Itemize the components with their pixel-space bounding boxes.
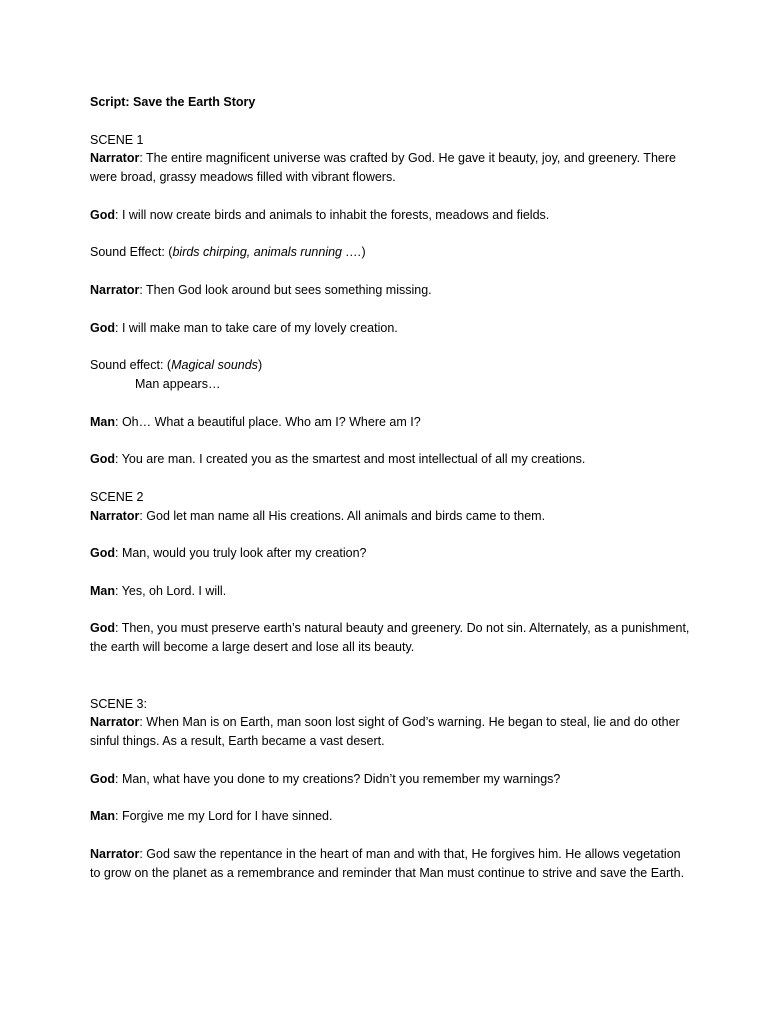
scene-3 xyxy=(90,695,690,883)
dialogue-line xyxy=(90,619,690,657)
dialogue-text: : Oh… What a beautiful place. Who am I? Where am I? xyxy=(115,414,421,429)
speaker-name: God xyxy=(90,320,115,335)
dialogue-text: : Then, you must preserve earth’s natural beauty and greenery. Do not sin. Alternately, as a punishment, the earth will become a large desert and lose all its beauty. xyxy=(90,621,690,655)
speaker-name: Narrator xyxy=(90,715,140,730)
dialogue-line xyxy=(90,845,690,883)
sound-effect-line xyxy=(90,356,690,394)
dialogue-line xyxy=(90,807,690,826)
dialogue-text: : When Man is on Earth, man soon lost sight of God’s warning. He began to steal, lie and do other sinful things. As a result, Earth became a vast desert. xyxy=(90,715,680,749)
dialogue-text: : Man, would you truly look after my creation? xyxy=(115,546,367,561)
dialogue-text: : Man, what have you done to my creations? Didn’t you remember my warnings? xyxy=(115,771,561,786)
speaker-name: Narrator xyxy=(90,846,140,861)
scene-1 xyxy=(90,131,690,469)
dialogue-text: : I will now create birds and animals to inhabit the forests, meadows and fields. xyxy=(115,207,550,222)
speaker-name: Narrator xyxy=(90,151,140,166)
sound-effect-description: Magical sounds xyxy=(171,358,258,373)
speaker-name: Man xyxy=(90,414,115,429)
scene-heading: SCENE 2 xyxy=(90,489,144,504)
speaker-name: Man xyxy=(90,583,115,598)
stage-direction: Man appears… xyxy=(135,376,221,391)
dialogue-text: : God saw the repentance in the heart of man and with that, He forgives him. He allows vegetation to grow on the planet as a remembrance and reminder that Man must continue to strive and save the Earth. xyxy=(90,846,685,880)
dialogue-line xyxy=(90,770,690,789)
sound-effect-prefix: Sound effect: ( xyxy=(90,358,172,373)
sound-effect-description: birds chirping, animals running …. xyxy=(172,245,362,260)
dialogue-line xyxy=(90,450,690,469)
speaker-name: God xyxy=(90,207,115,222)
sound-effect-suffix: ) xyxy=(257,358,263,373)
blank-line xyxy=(90,676,690,695)
dialogue-line xyxy=(90,413,690,432)
dialogue-text: : The entire magnificent universe was crafted by God. He gave it beauty, joy, and greenery. There were broad, grassy meadows filled with vibrant flowers. xyxy=(90,151,676,185)
dialogue-line xyxy=(90,319,690,338)
dialogue-line xyxy=(90,507,690,526)
sound-effect-line xyxy=(90,243,690,262)
dialogue-line xyxy=(90,544,690,563)
speaker-name: Man xyxy=(90,809,115,824)
speaker-name: Narrator xyxy=(90,282,140,297)
dialogue-text: : Yes, oh Lord. I will. xyxy=(115,583,227,598)
sound-effect-suffix: ) xyxy=(361,245,366,260)
dialogue-line xyxy=(90,582,690,601)
dialogue-line xyxy=(90,149,690,187)
dialogue-text: : You are man. I created you as the smartest and most intellectual of all my creations. xyxy=(115,452,586,467)
dialogue-text: : Forgive me my Lord for I have sinned. xyxy=(115,809,333,824)
scene-2 xyxy=(90,488,690,657)
dialogue-line xyxy=(90,281,690,300)
speaker-name: God xyxy=(90,452,115,467)
speaker-name: God xyxy=(90,621,115,636)
speaker-name: Narrator xyxy=(90,508,140,523)
speaker-name: God xyxy=(90,771,115,786)
scene-heading: SCENE 3: xyxy=(90,696,147,711)
document-page xyxy=(90,93,690,901)
script-title: Script: Save the Earth Story xyxy=(90,95,256,109)
speaker-name: God xyxy=(90,546,115,561)
dialogue-text: : I will make man to take care of my lovely creation. xyxy=(115,320,398,335)
dialogue-line xyxy=(90,713,690,751)
dialogue-text: : Then God look around but sees something missing. xyxy=(139,282,432,297)
dialogue-line xyxy=(90,206,690,225)
dialogue-text: : God let man name all His creations. All animals and birds came to them. xyxy=(139,508,546,523)
sound-effect-prefix: Sound Effect: ( xyxy=(90,245,173,260)
scene-heading: SCENE 1 xyxy=(90,132,144,147)
